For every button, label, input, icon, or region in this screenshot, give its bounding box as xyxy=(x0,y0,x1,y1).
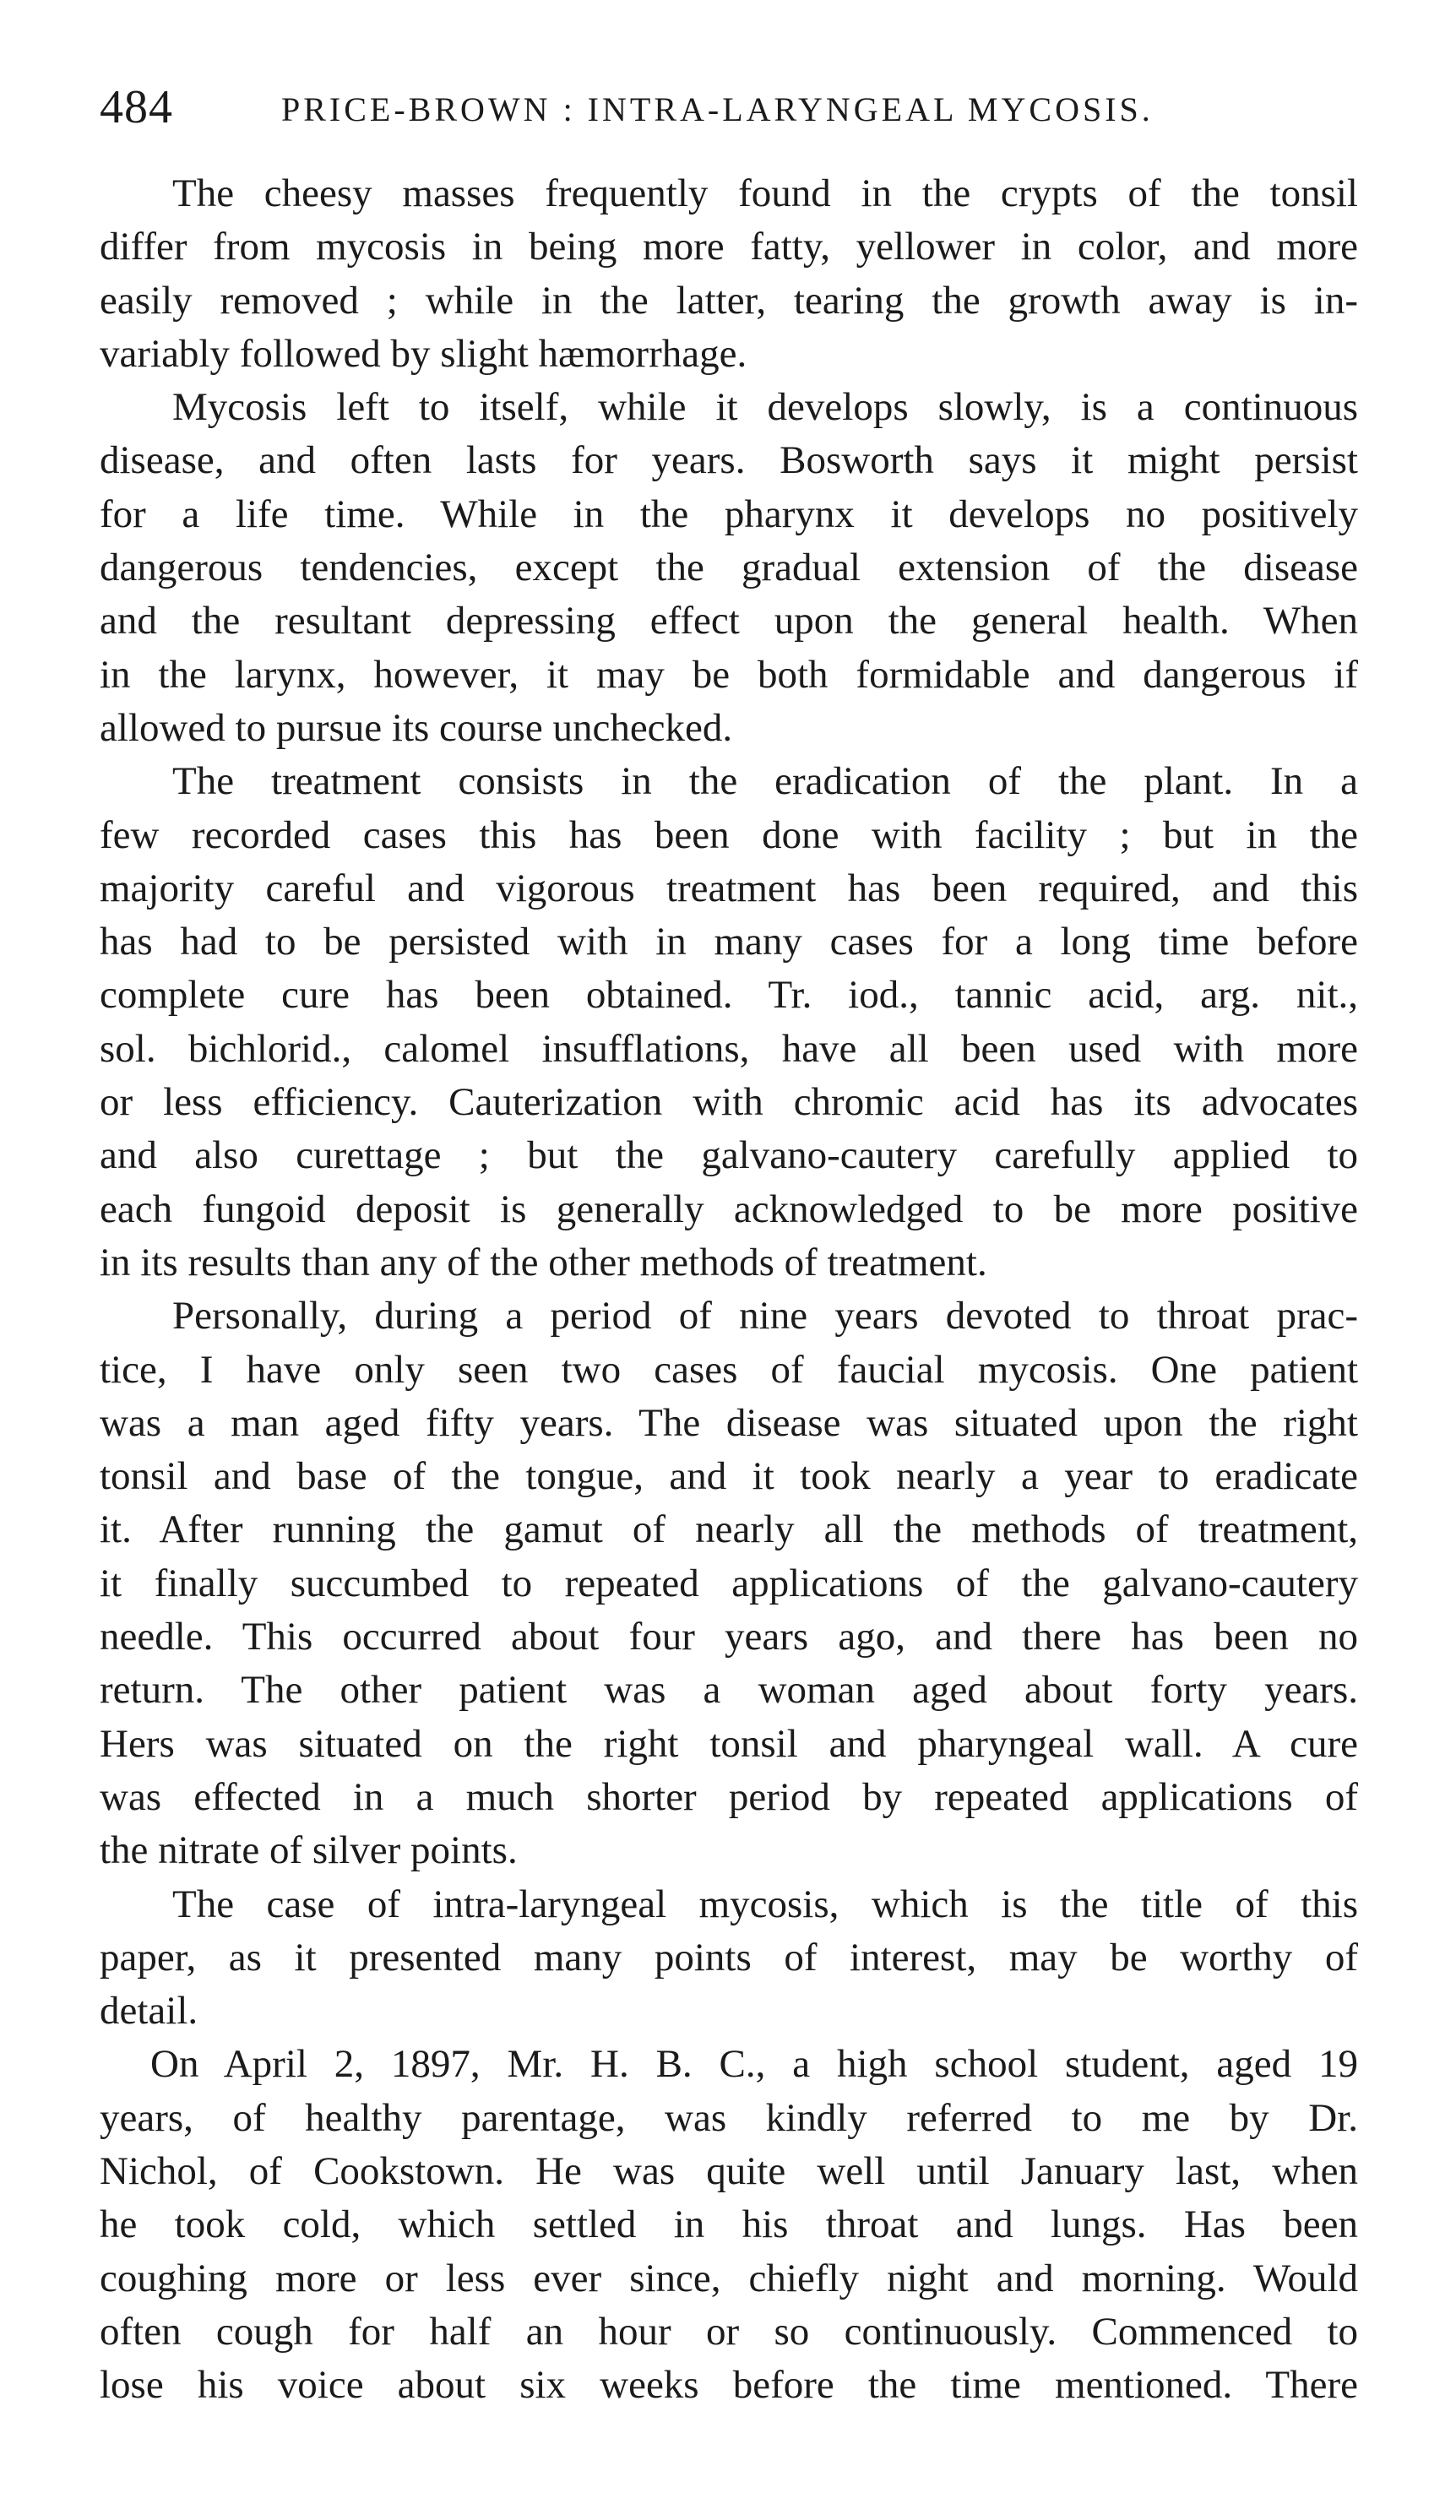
paragraph xyxy=(100,755,1358,1290)
text-line: was a man aged fifty years. The disease was situated upon the right xyxy=(100,1400,1358,1445)
text-line: On April 2, 1897, Mr. H. B. C., a high school student, aged 19 xyxy=(150,2042,1358,2087)
text-line: The cheesy masses frequently found in the crypts of the tonsil xyxy=(172,171,1358,215)
text-line: majority careful and vigorous treatment has been required, and this xyxy=(100,866,1358,910)
text-line: Hers was situated on the right tonsil and pharyngeal wall. A cure xyxy=(100,1721,1358,1766)
text-line: differ from mycosis in being more fatty, yellower in color, and more xyxy=(100,225,1358,269)
text-line: it finally succumbed to repeated applications of the galvano-cautery xyxy=(100,1561,1358,1605)
text-line: coughing more or less ever since, chiefly night and morning. Would xyxy=(100,2256,1358,2300)
text-line: has had to be persisted with in many cases for a long time before xyxy=(100,920,1358,964)
text-line: easily removed ; while in the latter, tearing the growth away is in- xyxy=(100,278,1358,323)
paragraph xyxy=(100,381,1358,755)
text-line: often cough for half an hour or so continuously. Commenced to xyxy=(100,2309,1358,2354)
page-header xyxy=(100,78,1350,137)
body-text xyxy=(100,167,1358,2412)
text-line: tice, I have only seen two cases of faucial mycosis. One patient xyxy=(100,1347,1358,1392)
text-line: in its results than any of the other methods of treatment. xyxy=(100,1240,987,1284)
text-line: tonsil and base of the tongue, and it took nearly a year to eradicate xyxy=(100,1454,1358,1499)
text-line: Personally, during a period of nine years devoted to throat prac- xyxy=(172,1294,1358,1339)
text-line: and the resultant depressing effect upon the general health. When xyxy=(100,599,1358,644)
text-line: The treatment consists in the eradication of the plant. In a xyxy=(172,759,1358,804)
text-line: return. The other patient was a woman aged about forty years. xyxy=(100,1668,1358,1713)
text-line: detail. xyxy=(100,1989,198,2034)
paragraph xyxy=(100,2038,1358,2412)
page-number: 484 xyxy=(100,81,173,133)
text-line: The case of intra-laryngeal mycosis, which is the title of this xyxy=(172,1882,1358,1926)
text-line: he took cold, which settled in his throat and lungs. Has been xyxy=(100,2202,1358,2247)
text-line: paper, as it presented many points of interest, may be worthy of xyxy=(100,1935,1358,1980)
text-line: Nichol, of Cookstown. He was quite well until January last, when xyxy=(100,2148,1358,2193)
text-line: lose his voice about six weeks before the time mentioned. There xyxy=(100,2363,1358,2408)
text-line: allowed to pursue its course unchecked. xyxy=(100,705,733,750)
text-line: variably followed by slight hæmorrhage. xyxy=(100,331,747,376)
text-line: the nitrate of silver points. xyxy=(100,1828,518,1873)
text-line: few recorded cases this has been done with facility ; but in the xyxy=(100,812,1358,857)
text-line: and also curettage ; but the galvano-cautery carefully applied to xyxy=(100,1133,1358,1178)
paragraph xyxy=(100,1878,1358,2039)
text-line: in the larynx, however, it may be both formidable and dangerous if xyxy=(100,652,1358,697)
text-line: it. After running the gamut of nearly all the methods of treatment, xyxy=(100,1507,1358,1552)
text-line: complete cure has been obtained. Tr. iod., tannic acid, arg. nit., xyxy=(100,973,1358,1018)
paragraph xyxy=(100,1290,1358,1877)
text-line: dangerous tendencies, except the gradual extension of the disease xyxy=(100,546,1358,590)
text-line: each fungoid deposit is generally acknowledged to be more positive xyxy=(100,1187,1358,1231)
text-line: was effected in a much shorter period by repeated applications of xyxy=(100,1774,1358,1819)
text-line: years, of healthy parentage, was kindly referred to me by Dr. xyxy=(100,2095,1358,2140)
text-line: sol. bichlorid., calomel insufflations, have all been used with more xyxy=(100,1026,1358,1071)
text-line: Mycosis left to itself, while it develops slowly, is a continuous xyxy=(172,385,1358,430)
text-line: for a life time. While in the pharynx it develops no positively xyxy=(100,492,1358,536)
text-line: disease, and often lasts for years. Bosworth says it might persist xyxy=(100,438,1358,483)
text-line: or less efficiency. Cauterization with chromic acid has its advocates xyxy=(100,1080,1358,1125)
running-title: PRICE-BROWN : INTRA-LARYNGEAL MYCOSIS. xyxy=(281,90,1154,128)
paragraph xyxy=(100,167,1358,381)
text-line: needle. This occurred about four years ago, and there has been no xyxy=(100,1615,1358,1659)
